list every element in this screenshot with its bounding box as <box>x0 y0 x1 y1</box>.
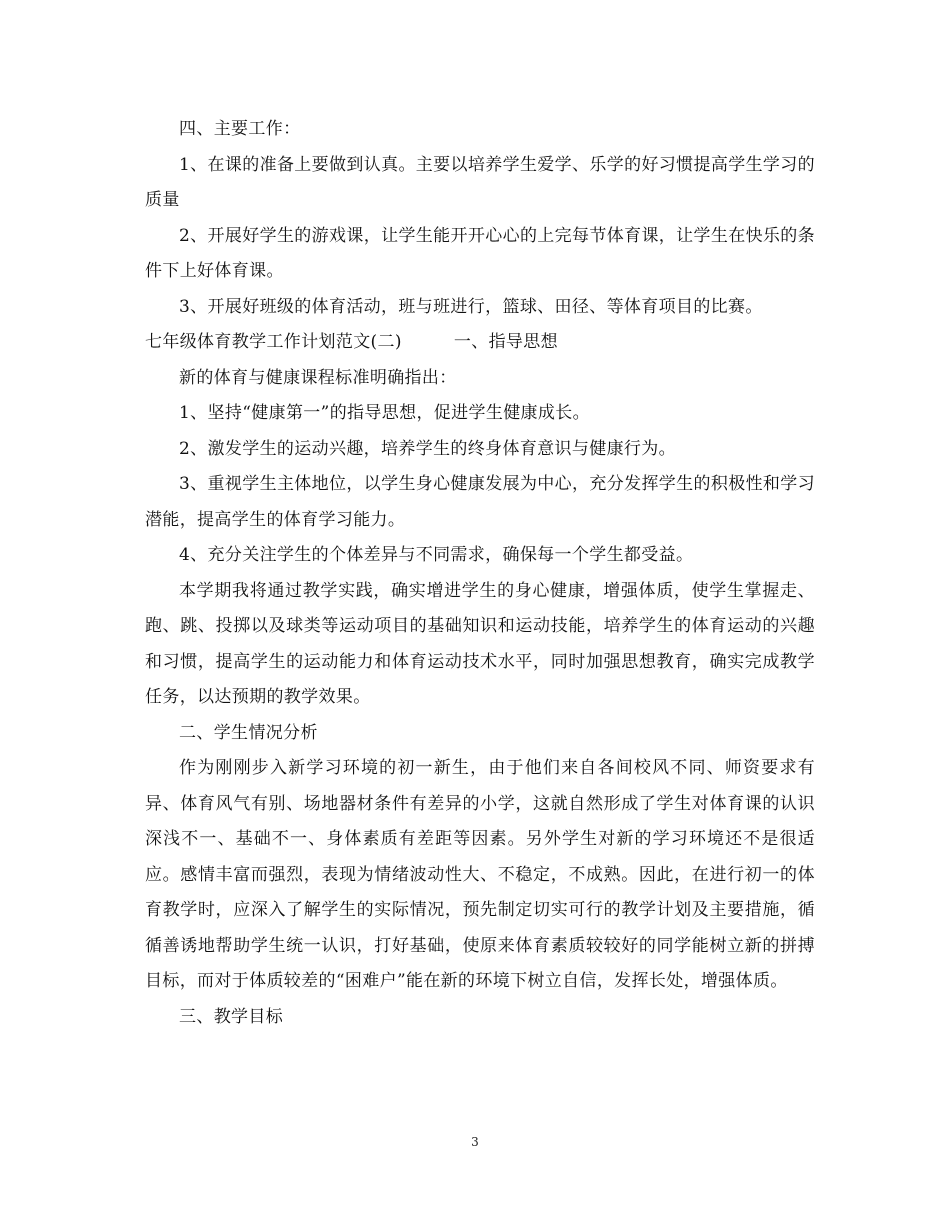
guideline-item-4: 4、充分关注学生的个体差异与不同需求，确保每一个学生都受益。 <box>179 545 694 565</box>
work-item-1: 1、在课的准备上要做到认真。主要以培养学生爱学、乐学的好习惯提高学生学习的质量 <box>145 154 815 210</box>
semester-plan-paragraph: 本学期我将通过教学实践，确实增进学生的身心健康，增强体质，使学生掌握走、跑、跳、投掷以及球类等运动项目的基础知识和运动技能，培养学生的体育运动的兴趣和习惯，提高学生的运动能力和体育运动技术水平，同时加强思想教育，确实完成教学任务，以达预期的教学效果。 <box>145 580 815 707</box>
guideline-item-2: 2、激发学生的运动兴趣，培养学生的终身体育意识与健康行为。 <box>179 438 676 459</box>
guiding-thought-heading: 一、指导思想 <box>453 332 558 352</box>
section-three-heading: 三、教学目标 <box>179 1006 284 1027</box>
document-section-title: 七年级体育教学工作计划范文(二) <box>145 332 402 352</box>
page-number: 3 <box>471 1135 479 1149</box>
section-four-heading: 四、主要工作： <box>179 119 301 139</box>
section-two-heading: 二、学生情况分析 <box>179 722 318 743</box>
work-item-3: 3、开展好班级的体育活动，班与班进行，篮球、田径、等体育项目的比赛。 <box>179 296 763 317</box>
section-title-line <box>145 325 815 361</box>
guideline-item-3: 3、重视学生主体地位，以学生身心健康发展为中心，充分发挥学生的积极性和学习潜能，提高学生的体育学习能力。 <box>145 474 815 530</box>
document-body <box>145 112 815 1035</box>
work-item-2: 2、开展好学生的游戏课，让学生能开开心心的上完每节体育课，让学生在快乐的条件下上好体育课。 <box>145 225 815 281</box>
guideline-item-1: 1、坚持“健康第一”的指导思想，促进学生健康成长。 <box>179 403 590 423</box>
curriculum-standard-intro: 新的体育与健康课程标准明确指出： <box>179 367 457 388</box>
student-analysis-paragraph: 作为刚刚步入新学习环境的初一新生，由于他们来自各间校风不同、师资要求有异、体育风气有别、场地器材条件有差异的小学，这就自然形成了学生对体育课的认识深浅不一、基础不一、身体素质有差距等因素。另外学生对新的学习环境还不是很适应。感情丰富而强烈，表现为情绪波动性大、不稳定，不成熟。因此，在进行初一的体育教学时，应深入了解学生的实际情况，预先制定切实可行的教学计划及主要措施，循循善诱地帮助学生统一认识，打好基础，使原来体育素质较较好的同学能树立新的拼搏目标，而对于体质较差的“困难户”能在新的环境下树立自信，发挥长处，增强体质。 <box>145 758 815 991</box>
